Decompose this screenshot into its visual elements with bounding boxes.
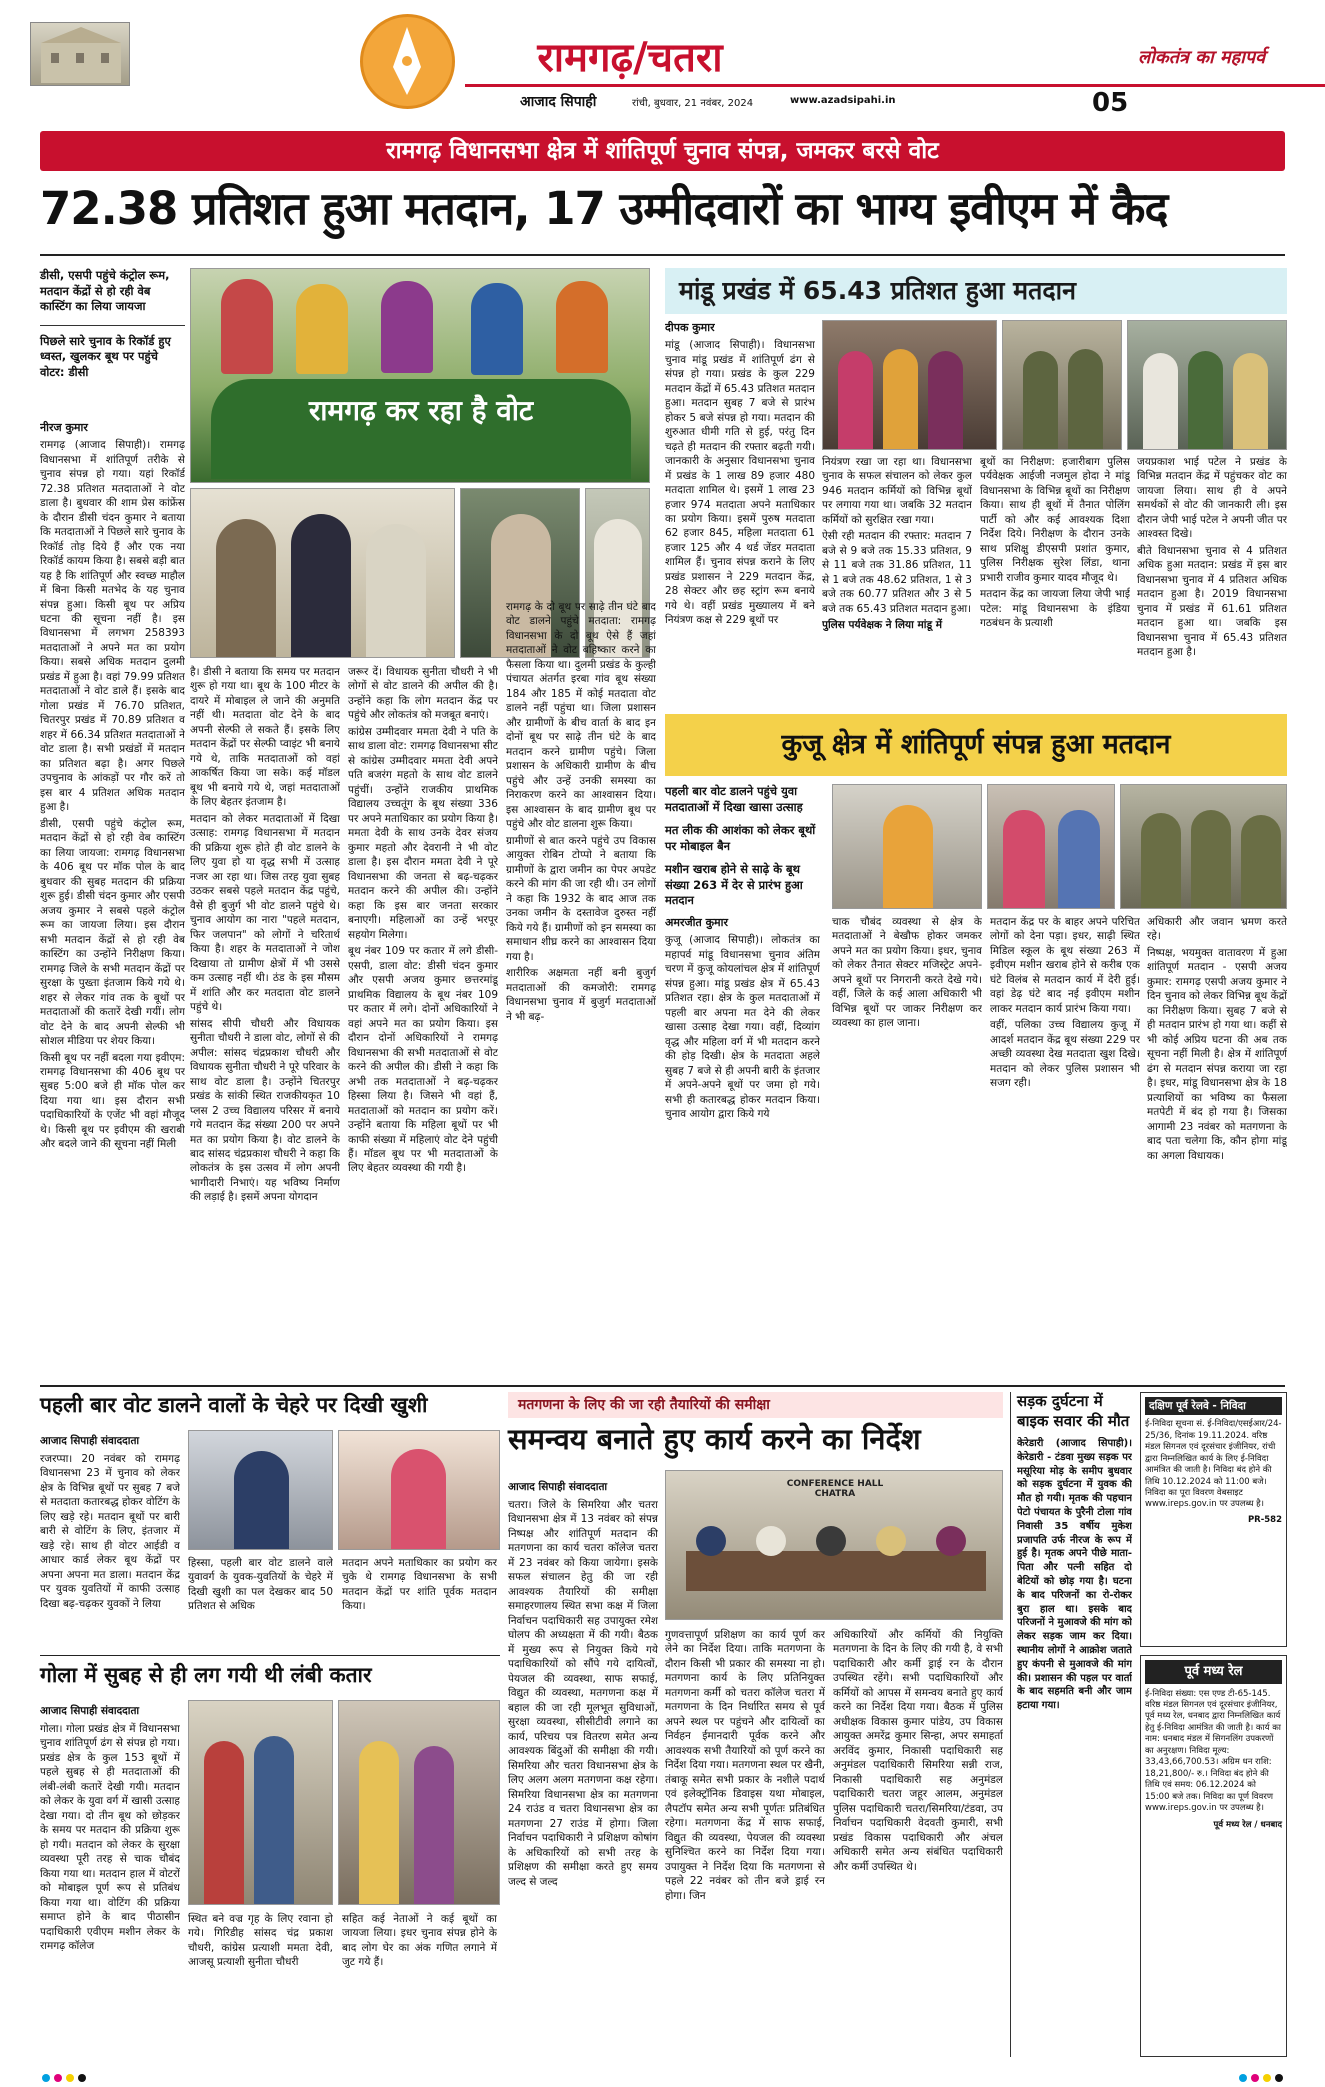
first-vote-headline: पहली बार वोट डालने वालों के चेहरे पर दिखी खुशी <box>40 1393 428 1417</box>
page-number: 05 <box>1092 88 1129 118</box>
kuju-col2-para-1: मतदान केंद्र पर के बाहर अपने परिचित लोगों को देना पड़ा। इधर, साढ़ी स्थित मिडिल स्कूल के बूथ संख्या 263 में इवीएम मशीन खराब होने से करीब एक घंटे विलंब से मतदान कार्य में देरी हुई। वहां डेढ़ घंटे बाद नई इवीएम मशीन लाकर मतदान कार्य प्रारंभ किया गया। <box>990 916 1140 1015</box>
first-vote-byline: आजाद सिपाही संवाददाता <box>40 1435 140 1447</box>
mandu-col2-para-2: ऐसी रही मतदान की रफ्तार: मतदान 7 बजे से 9 बजे तक 15.33 प्रतिशत, 9 से 11 बजे तक 31.86 प्रतिशत, 11 से 1 बजे तक 48.62 प्रतिशत, 1 से 3 बजे तक 60.77 प्रतिशत और 3 से 5 बजे तक 65.43 प्रतिशत मतदान हुआ। <box>822 530 972 615</box>
review-text-2: गुणवत्तापूर्ण प्रशिक्षण का कार्य पूर्ण कर लेने का निर्देश दिया। ताकि मतगणना के दौरान किसी भी प्रकार की समस्या ना हो। मतगणना कार्य के लिए प्रतिनियुक्त मतगणना कर्मी को चतरा कॉलेज चतरा में मतगणना के दिन निर्धारित समय से पूर्व अपने स्थल पर पहुंचने और दायित्वों का निर्वहन ईमानदारी पूर्वक करने और आवश्यक सभी तैयारियों को पूर्ण करने का निर्देश दिया गया। मतगणना स्थल पर खैनी, तंबाकू समेत सभी प्रकार के नशीले पदार्थ एवं इलेक्ट्रॉनिक डिवाइस यथा मोबाइल, लैपटॉप समेत अन्य सभी पूर्णतः प्रतिबंधित रहेगा। मतगणना केंद्र में साफ सफाई, विद्युत की व्यवस्था, पेयजल की व्यवस्था सुनिश्चित करने का निर्देश दिया गया। उपायुक्त ने निर्देश दिया कि मतगणना से पहले 22 नवंबर को तीन बजे ड्राई रन होगा। जिन <box>665 1629 825 1902</box>
first-vote-col-2 <box>188 1556 333 1652</box>
banner <box>40 131 1285 171</box>
lead-photo-officials <box>190 488 455 658</box>
section-title: रामगढ़/चतरा <box>537 34 723 81</box>
lead-col4-para-3: शारीरिक अक्षमता नहीं बनी बुजुर्ग मतदाताओं की कमजोरी: रामगढ़ विधानसभा चुनाव में बुजुर्ग मतदाताओं ने भी बढ़- <box>506 967 656 1023</box>
kuju-col3-para-2: निष्पक्ष, भयमुक्त वातावरण में हुआ शांतिपूर्ण मतदान - एसपी अजय कुमार: रामगढ़ एसपी अजय कुमार ने दिन चुनाव को लेकर विभिन्न बूथ केंद्रों का निरीक्षण किया। सुबह 7 बजे से ही मतदान प्रारंभ हो गया था। कहीं से भी कोई अप्रिय घटना की अब तक सूचना नहीं मिली है। क्षेत्र में शांतिपूर्ण ढंग से मतदान संपन्न कराया जा रहा है। इधर, मांडू विधानसभा क्षेत्र के 18 प्रत्याशियों का भविष्य का फैसला मतपेटी में बंद हो गया है। जिसका आगामी 23 नवंबर को मतगणना के बाद पता चलेगा कि, कौन होगा मांडू का अगला विधायक। <box>1147 946 1287 1162</box>
accident-box <box>1010 1392 1132 2057</box>
first-vote-col-1 <box>40 1452 180 1652</box>
kuju-col3-para-1: अधिकारी और जवान भ्रमण करते रहे। <box>1147 916 1287 943</box>
mandu-headline-bar <box>665 268 1287 314</box>
highlight-2: पिछले सारे चुनाव के रिकॉर्ड हुए ध्वस्त, खुलकर बूथ पर पहुंचे वोटर: डीसी <box>40 333 171 379</box>
lead-photo-main <box>190 268 650 483</box>
kuju-photo-first-voter <box>832 784 982 909</box>
review-text-3: अधिकारियों और कर्मियों की नियुक्ति मतगणना के दिन के लिए की गयी है, वे सभी पदाधिकारी और कर्मी ड्राई रन के दौरान उपस्थित रहेंगे। सभी पदाधिकारियों और कर्मियों को आपस में समन्वय बनाते हुए कार्य करने का निर्देश दिया गया। बैठक में पुलिस अधीक्षक विकास कुमार पांडेय, उप विकास आयुक्त अमरेंद्र कुमार सिन्हा, अपर समाहर्ता अरविंद कुमार, निकासी पदाधिकारी सह अनुमंडल पदाधिकारी सिमरिया सन्नी राज, निकासी पदाधिकारी सह अनुमंडल पदाधिकारी चतरा जहूर आलम, अनुमंडल पुलिस पदाधिकारी चतरा/सिमरिया/टंडवा, उप निर्वाचन पदाधिकारी वेदवती कुमारी, सभी प्रखंड विकास पदाधिकारी और अंचल अधिकारी समेत अन्य संबंधित पदाधिकारी और कर्मी उपस्थित थे। <box>833 1629 1003 1873</box>
kuju-col-2 <box>990 915 1140 1380</box>
mandu-photo-voters <box>822 320 997 450</box>
kuju-col2-para-2: वहीं, पलिका उच्च विद्यालय कुजू में आदर्श मतदान केंद्र बूथ संख्या 229 पर अच्छी व्यवस्था देख मतदाता खुश दिखे। मतदान को लेकर पुलिस प्रशासन भी सजग रही। <box>990 1019 1140 1090</box>
railway1-text: ई-निविदा सूचना सं. ई-निविदा/एसईआर/24-25/36, दिनांक 19.11.2024. वरिष्ठ मंडल सिगनल एवं दूरसंचार इंजीनियर, रांची द्वारा निम्नलिखित कार्य के लिए ई-निविदा आमंत्रित की जाती है। निविदा बंद होने की तिथि 10.12.2024 को 11:00 बजे। निविदा का पूरा विवरण वेबसाइट www.ireps.gov.in पर उपलब्ध है। <box>1145 1419 1282 1510</box>
review-col-3 <box>833 1628 1003 2058</box>
website: www.azadsipahi.in <box>790 95 896 106</box>
review-photo <box>665 1470 1003 1620</box>
gola-col-3 <box>342 1912 497 2057</box>
mandu-col-1 <box>665 320 815 708</box>
lead-col-1 <box>40 420 185 1380</box>
lead-col-3 <box>348 665 498 1380</box>
first-vote-text-3: मतदान अपने मताधिकार का प्रयोग कर चुके थे रामगढ़ विधानसभा के सभी मतदान केंद्रों पर शांति पूर्वक मतदान किया। <box>342 1557 497 1613</box>
lead-para-1: रामगढ़ (आजाद सिपाही)। रामगढ़ विधानसभा में शांतिपूर्ण तरीके से चुनाव संपन्न हो गया। यहां रिकॉर्ड 72.38 प्रतिशत मतदाताओं ने वोट डाला है। बुधवार की शाम प्रेस कांफ्रेंस के दौरान डीसी चंदन कुमार ने बताया कि मतदाताओं ने पिछले सारे चुनाव के रिकॉर्ड तोड़ दिये हैं और एक नया रिकॉर्ड कायम किया है। सबसे बड़ी बात यह है कि शांतिपूर्ण और स्वच्छ माहौल में बिना किसी मतभेद के यह चुनाव संपन्न हुआ। किसी बूथ पर अप्रिय घटना की सूचना नहीं है। इस विधानसभा में लगभग 258393 मतदाताओं ने अपने मत का प्रयोग किया। सबसे अधिक मतदान दुलमी प्रखंड में हुआ है। वहां 79.99 प्रतिशत मतदाताओं ने वोट डाले हैं। इसके बाद गोला प्रखंड में 76.70 प्रतिशत, चितरपुर प्रखंड में 70.89 प्रतिशत व शहर में 66.34 प्रतिशत मतदाताओं ने वोट डाला है। सभी प्रखंडों में मतदान का प्रतिशत बढ़ा है। अगर पिछले उपचुनाव के आंकड़ों पर गौर करें तो इस बार 4 प्रतिशत अधिक मतदान हुआ है। <box>40 439 185 814</box>
first-vote-photo-2 <box>338 1430 500 1550</box>
gola-headline: गोला में सुबह से ही लग गयी थी लंबी कतार <box>40 1663 372 1687</box>
gola-text: गोला। गोला प्रखंड क्षेत्र में विधानसभा चुनाव शांतिपूर्ण ढंग से संपन्न हो गया। प्रखंड क्षेत्र के कुल 153 बूथों में पहले सुबह से ही मतदाताओं की लंबी-लंबी कतारें देखी गयी। मतदान को लेकर के युवा वर्ग में खासी उत्साह देखा गया। दो तीन बूथ को छोड़कर के समय पर मतदान की प्रक्रिया शुरू हो गयी। मतदान को लेकर के सुरक्षा व्यवस्था पूरी तरह से चाक चौबंद किया गया था। मतदान हाल में वोटरों को मोबाइल पूर्ण रूप से प्रतिबंध किया गया था। वोटिंग की प्रक्रिया समाप्त होने के बाद पीठासीन पदाधिकारी एवीएम मशीन लेकर के रामगढ़ कॉलेज <box>40 1723 180 1953</box>
railway-tender-1 <box>1140 1392 1287 1647</box>
kuju-col-lead <box>665 915 820 1380</box>
lead-photo-caption: रामगढ़ कर रहा है वोट <box>308 394 534 427</box>
review-headline: समन्वय बनाते हुए कार्य करने का निर्देश <box>508 1422 921 1456</box>
kuju-para-1: चाक चौबंद व्यवस्था से क्षेत्र के मतदाताओं ने बेखौफ होकर जमकर अपने मत का प्रयोग किया। इधर, चुनाव को लेकर तैनात सेक्टर मजिस्ट्रेट अपने-अपने बूथों पर निगरानी करते देखे गये। वहीं, जिले के कई आला अधिकारी भी विभिन्न बूथों पर जाकर निरीक्षण कर व्यवस्था का हाल जाना। <box>832 916 982 1030</box>
lead-col2-para-1: है। डीसी ने बताया कि समय पर मतदान शुरू हो गया था। बूथ के 100 मीटर के दायरे में मोबाइल ले जाने की अनुमति नहीं थी। मतदाता वोट देने के बाद अपनी सेल्फी ले सकते हैं। इसके लिए मतदान केंद्रों पर सेल्फी प्वाइंट भी बनाये गये थे, ताकि मतदाताओं को वहां आकर्षित किया जा सके। कई मॉडल बूथ भी बनाये गये थे, जहां मतदाताओं के लिए बेहतर इंतजाम है। <box>190 666 340 809</box>
mandu-col4-para-2: बीते विधानसभा चुनाव से 4 प्रतिशत अधिक हुआ मतदान: प्रखंड में इस बार विधानसभा चुनाव में 4 प्रतिशत अधिक मतदान हुआ है। 2019 विधानसभा चुनाव में प्रखंड में 61.61 प्रतिशत मतदान हुआ था। जबकि इस विधानसभा चुनाव में 65.43 प्रतिशत मतदान हुआ है। <box>1137 544 1287 659</box>
lead-col3-para-1: जरूर दें। विधायक सुनीता चौधरी ने भी लोगों से वोट डालने की अपील की है। उन्होंने कहा कि लोग मतदान केंद्र पर पहुंचे और लोकतंत्र को मजबूत बनाएं। <box>348 666 498 722</box>
kuju-col-3 <box>1147 915 1287 1380</box>
pen-emblem <box>360 14 455 109</box>
footer-registration-marks <box>40 2068 1285 2078</box>
paper-name: आजाद सिपाही <box>520 94 597 110</box>
railway1-code: PR-582 <box>1247 1514 1282 1525</box>
main-headline: 72.38 प्रतिशत हुआ मतदान, 17 उम्मीदवारों का भाग्य इवीएम में कैद <box>40 182 1168 235</box>
mandu-col3-para-1: बूथों का निरीक्षण: हजारीबाग पुलिस पर्यवेक्षक आईजी नजमुल होदा ने मांडू विधानसभा के विभिन्न बूथों का निरीक्षण किया। साथ ही बूथों में तैनात पोलिंग पार्टी को और कई आवश्यक दिशा निर्देश दिये। निरीक्षण के दौरान उनके साथ प्रशिक्षु डीएसपी प्रशांत कुमार, पुलिस निरीक्षक सुरेश लिंडा, थाना प्रभारी राजीव कुमार यादव मौजूद थे। <box>980 456 1130 584</box>
mandu-byline: दीपक कुमार <box>665 321 715 334</box>
review-photo-caption: CONFERENCE HALL CHATRA <box>786 1479 884 1499</box>
review-text: चतरा। जिले के सिमरिया और चतरा विधानसभा क्षेत्र में 13 नवंबर को संपन्न निष्पक्ष और शांतिपूर्ण मतदान की मतगणना का कार्य चतरा कॉलेज चतरा में 23 नवंबर को किया जायेगा। इसके सफल संचालन हेतु की जा रही आवश्यक तैयारियों की समीक्षा समाहरणालय स्थित सभा कक्ष में जिला निर्वाचन पदाधिकारी सह उपायुक्त रमेश घोलप की अध्यक्षता में की गयी। बैठक में मुख्य रूप से नियुक्त किये गये पदाधिकारियों को सौंपे गये दायित्वों, पेयजल की व्यवस्था, साफ सफाई, विद्युत की व्यवस्था, मतगणना कक्ष में बहाल की जा रही मूलभूत सुविधाओं, सुरक्षा व्यवस्था, सीसीटीवी लगाने का कार्य, परिचय पत्र वितरण समेत अन्य आवश्यक बिंदुओं की समीक्षा की गयी। सिमरिया और चतरा विधानसभा क्षेत्र के लिए अलग अलग मतगणना कक्ष रहेगा। सिमरिया विधानसभा क्षेत्र का मतगणना 24 राउंड व चतरा विधानसभा क्षेत्र का मतगणना 27 राउंड में होगा। जिला निर्वाचन पदाधिकारी ने प्रशिक्षण कोषांग के अधिकारियों को सभी तरह के प्रशिक्षण की समीक्षा करते हुए समय जल्द से जल्द <box>508 1499 658 1888</box>
mandu-col2-para-3: पुलिस पर्यवेक्षक ने लिया मांडू में <box>822 619 943 632</box>
kuju-col-1 <box>832 915 982 1380</box>
mandu-col-3 <box>980 455 1130 708</box>
gola-text-3: सहित कई नेताओं ने कई बूथों का जायजा लिया। इधर चुनाव संपन्न होने के बाद लोग घेर का अंक गणित लगाने में जुट गये हैं। <box>342 1913 497 1969</box>
mandu-photo-police <box>1002 320 1122 450</box>
review-byline: आजाद सिपाही संवाददाता <box>508 1481 608 1493</box>
first-vote-text-2: हिस्सा, पहली बार वोट डालने वाले युवावर्ग के युवक-युवतियों के चेहरे में दिखी खुशी का पल देखकर बाद 50 प्रतिशत से अधिक <box>188 1557 333 1613</box>
mandu-para-1: मांडू (आजाद सिपाही)। विधानसभा चुनाव मांडू प्रखंड में शांतिपूर्ण ढंग से संपन्न हो गया। प्रखंड के कुल 229 मतदान केंद्रों में 65.43 प्रतिशत मतदान हुआ। मतदान सुबह 7 बजे से प्रारंभ होकर 5 बजे संपन्न हो गया। मतदान की शुरुआत धीमी गति से हुई, परंतु दिन चढ़ते ही मतदान की रफ्तार बढ़ती गयी। जानकारी के अनुसार विधानसभा चुनाव में प्रखंड के 1 लाख 89 हजार 480 मतदाता शामिल थे। इसमें 1 लाख 23 हजार 974 मतदाता अपने मताधिकार का प्रयोग किया। इसमें पुरुष मतदाता 62 हजार 845, महिला मतदाता 61 हजार 125 और 4 थर्ड जेंडर मतदाता शामिल हैं। चुनाव संपन्न कराने के लिए प्रखंड प्रशासन ने 229 मतदान केंद्र, 28 सेक्टर और छह स्ट्रांग रूम बनाये गये थे। वहीं प्रखंड मुख्यालय में बने नियंत्रण कक्ष से 229 बूथों पर <box>665 339 815 627</box>
mandu-col-4 <box>1137 455 1287 708</box>
first-vote-col-3 <box>342 1556 497 1652</box>
kuju-highlight-3: मशीन खराब होने से साढ़े के बूथ संख्या 263 में देर से प्रारंभ हुआ मतदान <box>665 862 803 908</box>
lead-col3-para-2: कांग्रेस उम्मीदवार ममता देवी ने पति के साथ डाला वोट: रामगढ़ विधानसभा सीट से कांग्रेस उम्मीदवार ममता देवी अपने पति बजरंग महतो के साथ वोट डालने पहुंचीं। उन्होंने राजकीय प्राथमिक विद्यालय उच्चतूंग के बूथ संख्या 336 पर अपने मताधिकार का प्रयोग किया है। ममता देवी के साथ उनके देवर संजय कुमार महतो और देवरानी ने भी वोट डाला है। इस दौरान ममता देवी ने पूरे विधानसभा की जनता से बढ़-चढ़कर मतदान करने की अपील की। उन्होंने कहा कि इस बार जनता सरकार बनाएगी। महिलाओं का उन्हें भरपूर सहयोग मिलेगा। <box>348 725 498 941</box>
accident-headline: सड़क दुर्घटना में बाइक सवार की मौत <box>1017 1392 1130 1430</box>
kuju-highlight-2: मत लीक की आशंका को लेकर बूथों पर मोबाइल बैन <box>665 823 816 853</box>
gola-photo-1 <box>188 1700 333 1905</box>
banner-text: रामगढ़ विधानसभा क्षेत्र में शांतिपूर्ण चुनाव संपन्न, जमकर बरसे वोट <box>386 138 939 164</box>
gola-text-2: स्थित बने वज्र गृह के लिए रवाना हो गये। गिरिडीह सांसद चंद्र प्रकाश चौधरी, कांग्रेस प्रत्याशी ममता देवी, आजसू प्रत्याशी सुनीता चौधरी <box>188 1913 333 1969</box>
railway1-title: दक्षिण पूर्व रेलवे - निविदा <box>1145 1397 1282 1415</box>
kuju-para-2: कुजू (आजाद सिपाही)। लोकतंत्र का महापर्व मांडू विधानसभा चुनाव अंतिम चरण में कुजू कोयलांचल क्षेत्र में शांतिपूर्ण संपन्न हुआ। मांडू प्रखंड क्षेत्र में 65.43 प्रतिशत रहा। क्षेत्र के कुल मतदाताओं में पहली बार अपना मत देने की लेकर खासा उत्साह देखा गया। वहीं, दिव्यांग वृद्ध और महिला वर्ग में भी मतदान करने की होड़ दिखी। क्षेत्र के मतदाता अहले सुबह 7 बजे से ही अपनी बारी के इंतजार में अपने-अपने बूथों पर जमा हो गये। सभी ही कतारबद्ध होकर मतदान किया। चुनाव आयोग द्वारा किये गये <box>665 934 820 1120</box>
mandu-headline: मांडू प्रखंड में 65.43 प्रतिशत हुआ मतदान <box>679 276 1076 305</box>
kuju-byline: अमरजीत कुमार <box>665 916 728 929</box>
masthead-left-image <box>30 22 130 86</box>
mandu-col-2 <box>822 455 972 708</box>
kuju-highlight-1: पहली बार वोट डालने पहुंचे युवा मतदाताओं में दिखा खासा उत्साह <box>665 784 803 814</box>
review-kicker <box>508 1392 1003 1418</box>
railway-tender-2 <box>1140 1655 1287 2057</box>
highlight-1: डीसी, एसपी पहुंचे कंट्रोल रूम, मतदान केंद्रों से हो रही वेब कास्टिंग का लिया जायजा <box>40 268 170 314</box>
masthead <box>0 0 1325 128</box>
mandu-col4-para-1: जयप्रकाश भाई पटेल ने प्रखंड के विभिन्न मतदान केंद्र में पहुंचकर वोट का जायजा लिया। साथ ही वे अपने समर्थकों से वोट की जानकारी ली। इस दौरान जेपी भाई पटेल ने अपनी जीत पर आश्वस्त दिखे। <box>1137 456 1287 541</box>
mandu-col2-para-1: नियंत्रण रखा जा रहा था। विधानसभा चुनाव के सफल संचालन को लेकर कुल 946 मतदान कर्मियों को विभिन्न बूथों पर लगाया गया था। जबकि 32 मतदान कर्मियों को सुरक्षित रखा गया। <box>822 456 972 526</box>
gola-col-2 <box>188 1912 333 2057</box>
railway2-text: ई-निविदा संख्या: एस एण्ड टी-65-145. वरिष्ठ मंडल सिगनल एवं दूरसंचार इंजीनियर, पूर्व मध्य रेल, धनबाद द्वारा निम्नलिखित कार्य हेतु ई-निविदा आमंत्रित की जाती है। कार्य का नाम: धनबाद मंडल में सिगनलिंग उपकरणों का अनुरक्षण। निविदा मूल्य: 33,43,66,700.53। अग्रिम धन राशि: 18,21,800/- रु.। निविदा बंद होने की तिथि एवं समय: 06.12.2024 को 15:00 बजे तक। निविदा का पूर्ण विवरण www.ireps.gov.in पर उपलब्ध है। <box>1145 1688 1281 1814</box>
lead-col4-para-2: ग्रामीणों से बात करने पहुंचे उप विकास आयुक्त रोबिन टोप्पो ने बताया कि ग्रामीणों के द्वारा जमीन का पेपर अपडेट करने की मांग की जा रही थी। उन लोगों ने कहा कि 1932 के बाद आज तक उनका जमीन के दस्तावेज दुरुस्त नहीं किये गये हैं। ग्रामीणों को इन समस्या का समाधान शीघ्र करने का आश्वासन दिया गया है। <box>506 834 656 963</box>
lead-para-3: किसी बूथ पर नहीं बदला गया इवीएम: रामगढ़ विधानसभा की 406 बूथ पर सुबह 5:00 बजे ही मॉक पोल कर दिया गया था। इस दौरान सभी पदाधिकारियों के एजेंट भी वहां मौजूद थे। किसी बूथ पर इवीएम की खराबी और बदले जाने की सूचना नहीं मिली <box>40 1051 185 1151</box>
lead-col2-para-2: मतदान को लेकर मतदाताओं में दिखा उत्साह: रामगढ़ विधानसभा में मतदान की प्रक्रिया शुरू होते ही वोट डालने के लिए युवा हो या वृद्ध सभी में उत्साह नजर आ रहा था। जिस तरह युवा सुबह उठकर सबसे पहले मतदान केंद्र पहुंचे, वैसे ही बुजुर्ग भी वोट डालने पहुंचे थे। चुनाव आयोग का नारा "पहले मतदान, फिर जलपान" को लोगों ने चरितार्थ किया है। शहर के मतदाताओं ने जोश दिखाया तो ग्रामीण क्षेत्रों में भी उससे कम उत्साह नहीं थी। ठंड के इस मौसम में शांति और कर मतदाता वोट डालने पहुंचे थे। <box>190 812 340 1014</box>
mandu-photo-candidate <box>1127 320 1287 450</box>
first-vote-text: रजरप्पा। 20 नवंबर को रामगढ़ विधानसभा 23 में चुनाव को लेकर क्षेत्र के विभिन्न बूथों पर सुबह 7 बजे से मतदाता कतारबद्ध होकर वोटिंग के लिए खड़े रहे। मतदान बूथों पर बारी बारी से वोटिंग के लिए, इंतजार में खड़े रहे। साथ ही वोटर आईडी व आधार कार्ड लेकर बूथ केंद्रों पर अपना अपना मत डाला। मतदान केंद्र पर युवक युवतियों में काफी उत्साह दिखा बढ़-चढ़कर युवकों ने लिया <box>40 1453 180 1610</box>
lead-col-4 <box>506 600 656 1380</box>
accident-text: केरेडारी (आजाद सिपाही)। केरेडारी - टंडवा मुख्य सड़क पर मसूरिया मोड़ के समीप बुधवार को सड़क दुर्घटना में युवक की मौत हो गयी। मृतक की पहचान पेटो पंचायत के पुरैनी टोला गांव निवासी 35 वर्षीय मुकेश प्रजापति उर्फ नीरज के रूप में हुई है। मृतक अपने पीछे माता-पिता और पत्नी सहित दो बेटियों को छोड़ गया है। घटना के बाद परिजनों का रो-रोकर बुरा हाल था। इसके बाद परिजनों ने मुआवजे की मांग को लेकर सड़क जाम कर दिया। स्थानीय लोगों ने आक्रोश जताते हुए कंपनी से मुआवजे की मांग की। प्रशासन की पहल पर वार्ता के बाद सहमति बनी और जाम हटाया गया। <box>1017 1438 1132 1712</box>
mandu-col3-para-2: मतदान केंद्र का जायजा लिया जेपी भाई पटेल: मांडू विधानसभा के इंडिया गठबंधन के प्रत्याशी <box>980 588 1130 630</box>
kuju-photo-voters <box>987 784 1115 909</box>
kuju-headline: कुजू क्षेत्र में शांतिपूर्ण संपन्न हुआ मतदान <box>781 729 1171 760</box>
logo-text: लोकतंत्र का महापर्व <box>1138 47 1266 68</box>
review-col-1 <box>508 1498 658 2058</box>
lead-highlights <box>40 268 185 380</box>
lead-byline: नीरज कुमार <box>40 421 88 434</box>
kuju-photo-sp <box>1120 784 1287 909</box>
review-col-2 <box>665 1628 825 2058</box>
first-vote-photo-1 <box>188 1430 333 1550</box>
kuju-headline-bar <box>665 714 1287 776</box>
gola-byline: आजाद सिपाही संवाददाता <box>40 1705 140 1717</box>
lead-col-2 <box>190 665 340 1380</box>
lead-col2-para-3: सांसद सीपी चौधरी और विधायक सुनीता चौधरी ने डाला वोट, लोगों से की अपील: सांसद चंद्रप्रकाश चौधरी और विधायक सुनीता चौधरी ने पूरे परिवार के साथ वोट डाला है। उन्होंने चितरपुर प्रखंड के सांकी स्थित राजकीयकृत 10 प्लस 2 उच्च विद्यालय परिसर में बनाये गये मतदान केंद्र संख्या 200 पर अपने मत का प्रयोग किया है। वोट डालने के बाद सांसद चंद्रप्रकाश चौधरी ने कहा कि लोकतंत्र के इस उत्सव में लोग अपनी भागीदारी निभाएं। यह भविष्य निर्माण की लड़ाई है। इसमें अपना योगदान <box>190 1017 340 1204</box>
railway2-code: पूर्व मध्य रेल / धनबाद <box>1213 1819 1282 1830</box>
kuju-highlights <box>665 784 825 909</box>
lead-col3-para-3: बूथ नंबर 109 पर कतार में लगे डीसी-एसपी, डाला वोट: डीसी चंदन कुमार और एसपी अजय कुमार छत्तरमांडू प्राथमिक विद्यालय के बूथ नंबर 109 पर कतार में लगे। दोनों अधिकारियों ने वहां अपने मत का प्रयोग किया। इस दौरान दोनों अधिकारियों ने रामगढ़ विधानसभा की सभी मतदाताओं से वोट करने की अपील की। डीसी ने कहा कि अभी तक मतदाताओं ने बढ़-चढ़कर हिस्सा लिया है। जिसने भी वहां हैं, मतदाताओं को मतदान का प्रयोग करें। उन्होंने बताया कि महिला बूथों पर भी काफी संख्या में महिलाएं वोट देने पहुंची हैं। मॉडल बूथ पर भी मतदाताओं के लिए बेहतर व्यवस्था की गयी है। <box>348 945 498 1175</box>
lead-col4-para-1: रामगढ़ के दो बूथ पर साढ़े तीन घंटे बाद वोट डालने पहुंचे मतदाता: रामगढ़ विधानसभा के दो बूथ ऐसे हैं जहां मतदाताओं ने वोट बहिष्कार करने का फैसला किया था। दुलमी प्रखंड के कुल्ही पंचायत अंतर्गत इरबा गांव बूथ संख्या 184 और 185 में कोई मतदाता वोट डालने नहीं पहुंचा था। जिला प्रशासन और ग्रामीणों के बीच वार्ता के बाद इन दोनों बूथ पर साढ़े तीन घंटे के बाद मतदान करने ग्रामीण पहुंचे। जिला प्रशासन के अधिकारी ग्रामीण के बीच पहुंचे और उन्हें उनकी समस्या का निराकरण करने का आश्वासन दिया। इस आश्वासन के बाद ग्रामीण बूथ पर पहुंचे और वोट डालना शुरू किया। <box>506 601 656 831</box>
gola-col-1 <box>40 1722 180 2057</box>
dateline: रांची, बुधवार, 21 नवंबर, 2024 <box>632 98 754 109</box>
gola-photo-2 <box>338 1700 500 1905</box>
lead-para-2: डीसी, एसपी पहुंचे कंट्रोल रूम, मतदान केंद्रों से हो रही वेब कास्टिंग का लिया जायजा: रामगढ़ विधानसभा के 406 बूथ पर मॉक पोल के बाद बुधवार की सुबह मतदान की प्रक्रिया शुरू हुई। डीसी चंदन कुमार और एसपी अजय कुमार ने सबसे पहले कंट्रोल रूम का जायजा लिया। इस दौरान सभी मतदान केंद्रों से हो रही वेब कास्टिंग का उन्होंने निरीक्षण किया। रामगढ़ जिले के सभी मतदान केंद्रों पर सुरक्षा के पुख्ता इंतजाम किये गये थे। शहर से लेकर गांव तक के बूथों पर मतदाताओं की कतारें देखी गयीं। लोग वोट देने के बाद अपनी सेल्फी भी सोशल मीडिया पर शेयर किया। <box>40 817 185 1048</box>
railway2-title: पूर्व मध्य रेल <box>1145 1660 1282 1684</box>
review-kicker-text: मतगणना के लिए की जा रही तैयारियों की समीक्षा <box>518 1397 770 1413</box>
